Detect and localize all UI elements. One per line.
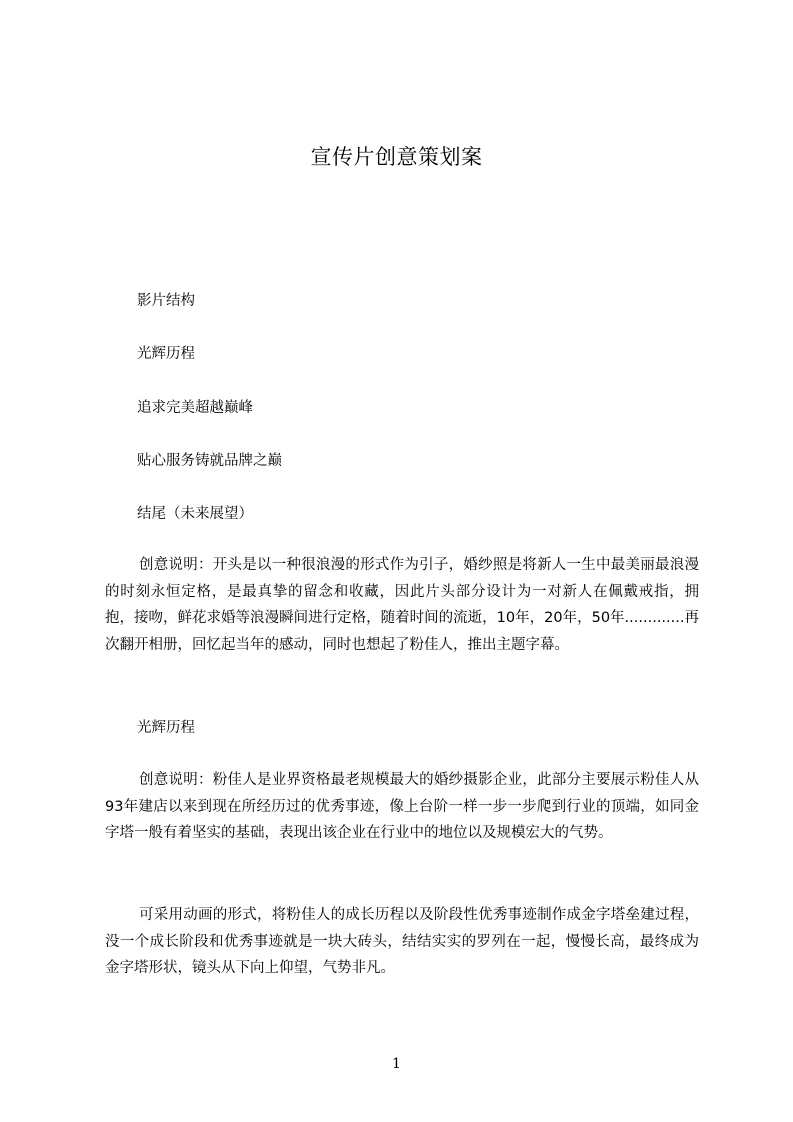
paragraph-animation-proposal: 可采用动画的形式，将粉佳人的成长历程以及阶段性优秀事迹制作成金字塔垒建过程，没一个成长阶段和优秀事迹就是一块大砖头，结结实实的罗列在一起，慢慢长高，最终成为金字塔形状，镜头从下向上仰望，气势非凡。 (105, 907, 699, 976)
paragraph-opening-description: 创意说明：开头是以一种很浪漫的形式作为引子，婚纱照是将新人一生中最美丽最浪漫的时刻永恒定格，是最真挚的留念和收藏，因此片头部分设计为一对新人在佩戴戒指，拥抱，接吻，鲜花求婚等浪漫瞬间进行定格，随着时间的流逝，10年，20年，50年.............再次翻开相册，回忆起当年的感动，同时也想起了粉佳人，推出主题字幕。 (105, 557, 699, 653)
document-title: 宣传片创意策划案 (310, 145, 483, 169)
heading-pursuit-perfection: 追求完美超越巅峰 (137, 400, 253, 416)
heading-glory-history: 光辉历程 (137, 346, 195, 362)
heading-film-structure: 影片结构 (137, 293, 195, 309)
heading-ending: 结尾（未来展望） (137, 506, 253, 522)
page-number: 1 (392, 1056, 401, 1072)
heading-glory-history-section: 光辉历程 (137, 720, 195, 736)
paragraph-glory-description: 创意说明：粉佳人是业界资格最老规模最大的婚纱摄影企业，此部分主要展示粉佳人从93年建店以来到现在所经历过的优秀事迹，像上台阶一样一步一步爬到行业的顶端，如同金字塔一般有着坚实的基础，表现出该企业在行业中的地位以及规模宏大的气势。 (105, 772, 699, 841)
heading-attentive-service: 贴心服务铸就品牌之巅 (137, 453, 282, 469)
